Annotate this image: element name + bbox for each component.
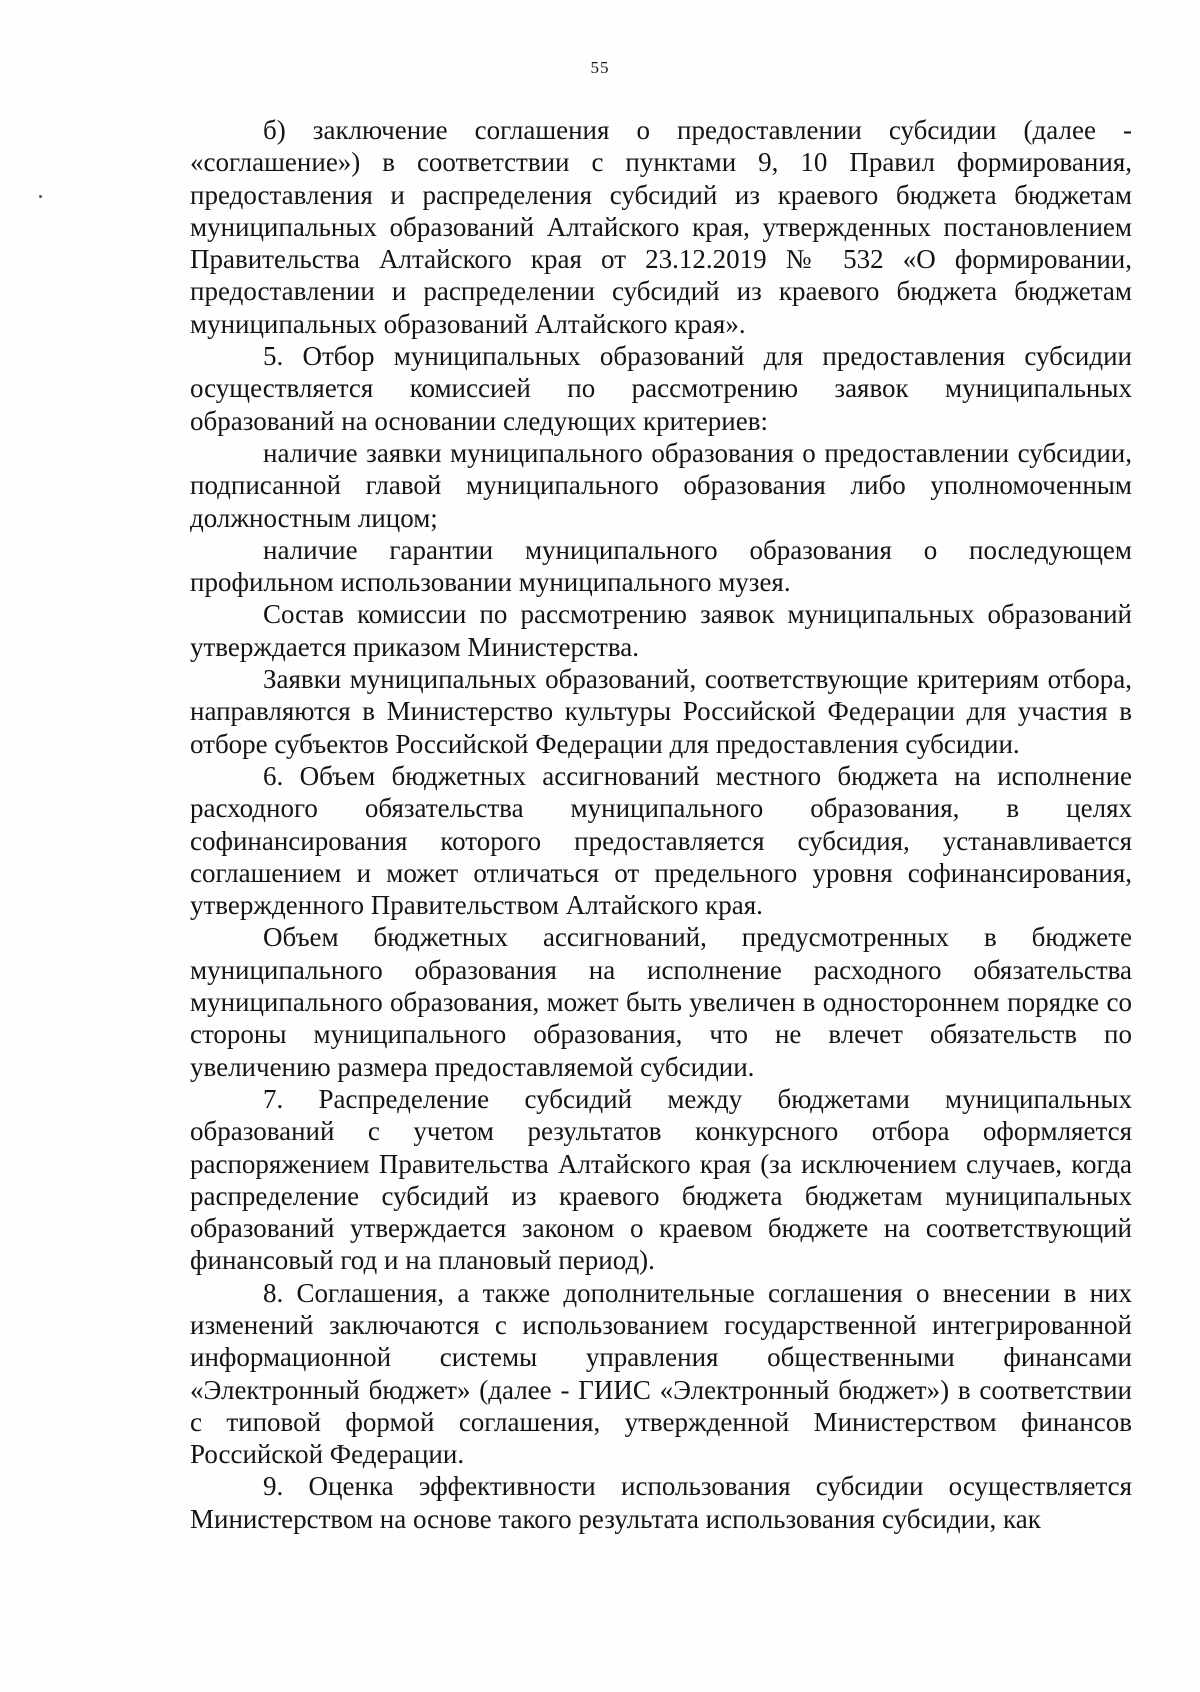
paragraph-5-selection: 5. Отбор муниципальных образований для предоставления субсидии осуществляется комиссией по рассмотрению заявок муниципальных образований на основании следующих критериев: bbox=[190, 341, 1132, 436]
paragraph-applications: Заявки муниципальных образований, соответствующие критериям отбора, направляются в Министерство культуры Российской Федерации для участия в отборе субъектов Российской Федерации для предоставления субсидии. bbox=[190, 664, 1132, 759]
page-number: 55 bbox=[590, 58, 610, 77]
paragraph-criterion-application: наличие заявки муниципального образования о предоставлении субсидии, подписанной главой муниципального образования либо уполномоченным должностным лицом; bbox=[190, 437, 1132, 533]
paragraph-7-distribution: 7. Распределение субсидий между бюджетами муниципальных образований с учетом результатов конкурсного отбора оформляется распоряжением Правительства Алтайского края (за исключением случаев, когда распределение субсидий из краевого бюджета бюджетам муниципальных образований утверждается законом о краевом бюджете на соответствующий финансовый год и на плановый период). bbox=[190, 1083, 1132, 1276]
paragraph-criterion-guarantee: наличие гарантии муниципального образования о последующем профильном использовании муниципального музея. bbox=[190, 534, 1132, 598]
paragraph-budget-increase: Объем бюджетных ассигнований, предусмотренных в бюджете муниципального образования на исполнение расходного обязательства муниципального образования, может быть увеличен в одностороннем порядке со стороны муниципального образования, что не влечет обязательств по увеличению размера предоставляемой субсидии. bbox=[190, 922, 1132, 1082]
paragraph-8-agreements: 8. Соглашения, а также дополнительные соглашения о внесении в них изменений заключаются с использованием государственной интегрированной информационной системы управления общественными финансами «Электронный бюджет» (далее - ГИИС «Электронный бюджет») в соответствии с типовой формой соглашения, утвержденной Министерством финансов Российской Федерации. bbox=[190, 1277, 1132, 1470]
paragraph-4b-agreement: б) заключение соглашения о предоставлении субсидии (далее - «соглашение») в соответствии с пунктами 9, 10 Правил формирования, предоставления и распределения субсидий из краевого бюджета бюджетам муниципальных образований Алтайского края, утвержденных постановлением Правительства Алтайского края от 23.12.2019 № 532 «О формировании, предоставлении и распределении субсидий из краевого бюджета бюджетам муниципальных образований Алтайского края». bbox=[190, 115, 1132, 339]
paragraph-commission: Состав комиссии по рассмотрению заявок муниципальных образований утверждается приказом Министерства. bbox=[190, 599, 1132, 662]
paragraph-9-evaluation: 9. Оценка эффективности использования субсидии осуществляется Министерством на основе такого результата использования субсидии, как bbox=[190, 1471, 1132, 1534]
scan-speck bbox=[39, 195, 42, 198]
paragraph-6-budget: 6. Объем бюджетных ассигнований местного бюджета на исполнение расходного обязательства муниципального образования, в целях софинансирования которого предоставляется субсидия, устанавливается соглашением и может отличаться от предельного уровня софинансирования, утвержденного Правительством Алтайского края. bbox=[190, 760, 1132, 921]
document-body bbox=[190, 114, 1132, 1535]
